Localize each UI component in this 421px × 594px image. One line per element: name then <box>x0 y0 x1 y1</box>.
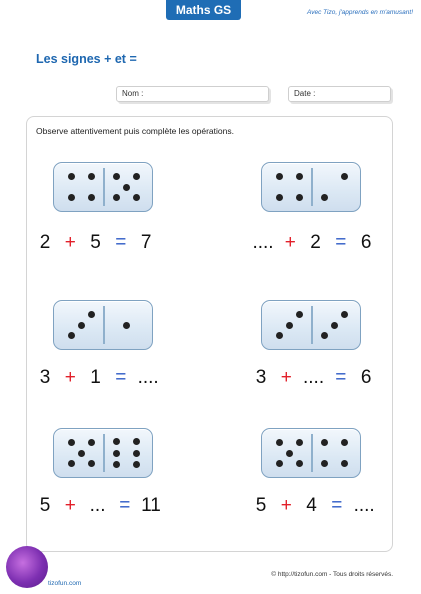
operand-a[interactable]: 5 <box>39 495 51 516</box>
domino <box>261 162 361 212</box>
domino-dot <box>123 322 130 329</box>
equals-sign: = <box>331 495 343 516</box>
domino-dot <box>88 439 95 446</box>
domino-dot <box>331 322 338 329</box>
domino-dot <box>88 194 95 201</box>
plus-sign: + <box>64 367 76 388</box>
plus-sign: + <box>280 367 292 388</box>
domino-dot <box>341 311 348 318</box>
domino-dot <box>286 450 293 457</box>
domino-left-half <box>61 306 101 344</box>
domino-right-half <box>106 306 146 344</box>
domino-dot <box>88 173 95 180</box>
operand-b[interactable]: 2 <box>310 232 321 253</box>
domino-divider <box>311 306 313 344</box>
equals-sign: = <box>335 232 347 253</box>
domino-divider <box>103 306 105 344</box>
plus-sign: + <box>284 232 296 253</box>
operand-b[interactable]: 1 <box>90 367 101 388</box>
equals-sign: = <box>335 367 347 388</box>
domino-dot <box>321 460 328 467</box>
copyright-footer: © http://tizofun.com - Tous droits réservés. <box>271 571 393 578</box>
domino-right-half <box>106 434 146 472</box>
domino-left-half <box>61 168 101 206</box>
domino-right-half <box>314 168 354 206</box>
operand-b[interactable]: .... <box>303 367 325 388</box>
domino-right-half <box>106 168 146 206</box>
domino-dot <box>113 438 120 445</box>
equation-5 <box>36 495 161 517</box>
domino-dot <box>276 194 283 201</box>
domino-dot <box>133 450 140 457</box>
domino-right-half <box>314 306 354 344</box>
domino-dot <box>321 194 328 201</box>
domino-left-half <box>269 168 309 206</box>
domino-dot <box>123 184 130 191</box>
page-title: Les signes + et = <box>36 52 137 66</box>
equation-4 <box>252 367 375 389</box>
domino-left-half <box>269 306 309 344</box>
plus-sign: + <box>280 495 292 516</box>
operand-b[interactable]: 4 <box>306 495 317 516</box>
domino-divider <box>103 434 105 472</box>
result[interactable]: 6 <box>360 232 372 253</box>
date-field[interactable]: Date : <box>288 86 391 102</box>
result[interactable]: .... <box>137 367 159 388</box>
domino-dot <box>296 173 303 180</box>
operand-a[interactable]: 3 <box>39 367 51 388</box>
operand-a[interactable]: 2 <box>39 232 51 253</box>
equals-sign: = <box>115 367 127 388</box>
domino-dot <box>296 194 303 201</box>
operand-b[interactable]: 5 <box>90 232 101 253</box>
equals-sign: = <box>119 495 131 516</box>
domino <box>261 300 361 350</box>
domino-dot <box>68 439 75 446</box>
equation-6 <box>252 495 375 517</box>
result[interactable]: 7 <box>140 232 152 253</box>
instruction-text: Observe attentivement puis complète les opérations. <box>36 126 234 136</box>
domino-dot <box>133 438 140 445</box>
header-tab: Maths GS <box>166 0 241 20</box>
equation-2 <box>252 232 375 254</box>
domino-dot <box>276 460 283 467</box>
domino-dot <box>113 450 120 457</box>
domino-dot <box>276 439 283 446</box>
domino-dot <box>341 173 348 180</box>
domino-divider <box>311 168 313 206</box>
operand-a[interactable]: 5 <box>255 495 267 516</box>
domino <box>53 428 153 478</box>
equals-sign: = <box>115 232 127 253</box>
domino-dot <box>78 450 85 457</box>
plus-sign: + <box>64 495 76 516</box>
domino-dot <box>276 332 283 339</box>
domino <box>53 300 153 350</box>
domino <box>53 162 153 212</box>
domino-dot <box>113 194 120 201</box>
domino-dot <box>78 322 85 329</box>
domino-dot <box>133 461 140 468</box>
plus-sign: + <box>64 232 76 253</box>
domino-left-half <box>269 434 309 472</box>
tizo-logo-icon <box>6 546 48 588</box>
domino-dot <box>321 439 328 446</box>
operand-a[interactable]: 3 <box>255 367 267 388</box>
domino-dot <box>88 311 95 318</box>
logo-text: tizofun.com <box>48 580 82 587</box>
domino-dot <box>68 332 75 339</box>
domino <box>261 428 361 478</box>
domino-divider <box>103 168 105 206</box>
domino-dot <box>133 173 140 180</box>
domino-dot <box>113 461 120 468</box>
result[interactable]: 6 <box>360 367 372 388</box>
equation-3 <box>36 367 159 389</box>
equation-1 <box>36 232 155 254</box>
domino-dot <box>133 194 140 201</box>
result[interactable]: .... <box>353 495 375 516</box>
domino-dot <box>276 173 283 180</box>
domino-dot <box>296 439 303 446</box>
domino-left-half <box>61 434 101 472</box>
header-tagline: Avec Tizo, j'apprends en m'amusant! <box>307 9 413 16</box>
domino-dot <box>296 311 303 318</box>
domino-dot <box>68 194 75 201</box>
domino-dot <box>68 173 75 180</box>
domino-dot <box>88 460 95 467</box>
domino-dot <box>68 460 75 467</box>
domino-dot <box>321 332 328 339</box>
domino-right-half <box>314 434 354 472</box>
domino-dot <box>341 460 348 467</box>
result[interactable]: 11 <box>141 495 161 516</box>
operand-b[interactable]: ... <box>89 495 106 516</box>
domino-dot <box>296 460 303 467</box>
name-field[interactable]: Nom : <box>116 86 269 102</box>
domino-dot <box>113 173 120 180</box>
domino-divider <box>311 434 313 472</box>
domino-dot <box>341 439 348 446</box>
operand-a[interactable]: .... <box>252 232 274 253</box>
domino-dot <box>286 322 293 329</box>
